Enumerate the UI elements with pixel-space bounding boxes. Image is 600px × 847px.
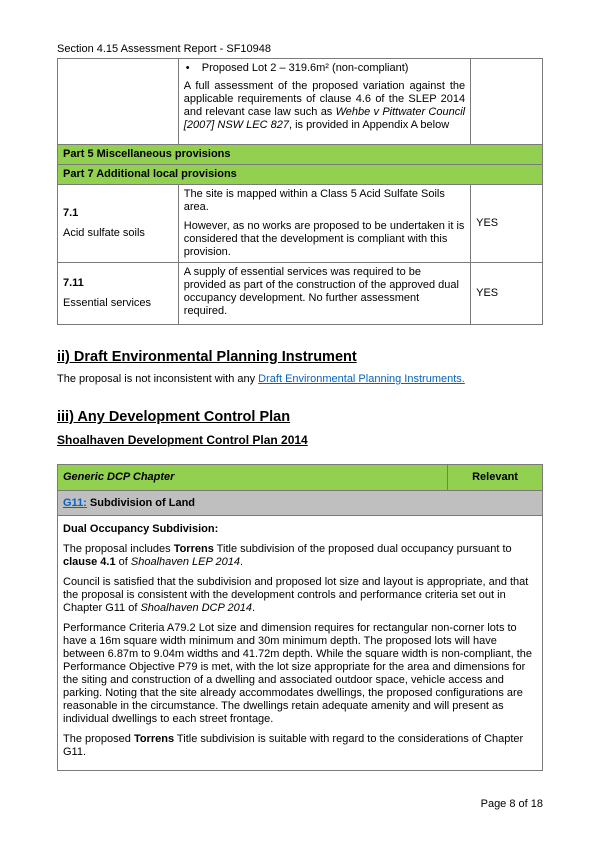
body-paragraph: Performance Criteria A79.2 Lot size and dimension requires for rectangular non-corner lots to have a 16m square width minimum and 30m minimum depth. The proposed lots will have between 6.87m to 9.04m widths and 41.72m depth. While the square width is non-compliant, the Performance Objective P79 is met, with the lot size appropriate for the area and dimensions for the siting and construction of a dwelling and associated outdoor space, vehicle access and parking. Noting that the site already accommodates dwellings, the proposed configurations are reasonable in the circumstance. The dwellings retain adequate amenity and will present as individual dwellings to each street frontage.	[63, 622, 532, 725]
result-cell: YES	[471, 263, 543, 325]
column-header-chapter: Generic DCP Chapter	[58, 465, 448, 491]
section-heading-draft-epi: ii) Draft Environmental Planning Instrument	[57, 349, 357, 365]
part-7-row: Part 7 Additional local provisions	[58, 165, 543, 185]
dcp-subheading: Shoalhaven Development Control Plan 2014	[57, 433, 308, 447]
page-header: Section 4.15 Assessment Report - SF10948	[57, 43, 272, 55]
body-paragraph: The proposal includes Torrens Title subdivision of the proposed dual occupancy pursuant to clause 4.1 of Shoalhaven LEP 2014.	[63, 543, 512, 568]
draft-epi-text: The proposal is not inconsistent with any Draft Environmental Planning Instruments.	[57, 373, 465, 385]
body-paragraph: The proposed Torrens Title subdivision is suitable with regard to the considerations of Chapter G11.	[63, 733, 524, 758]
dcp-table	[57, 464, 543, 771]
table-row	[58, 59, 543, 145]
chapter-g11-link[interactable]: G11:	[63, 496, 87, 509]
assessment-table	[57, 58, 543, 325]
chapter-body-row	[58, 516, 543, 771]
result-cell: YES	[471, 185, 543, 263]
bullet-icon: •	[185, 62, 190, 74]
dcp-header-row	[58, 465, 543, 491]
chapter-row: G11: Subdivision of Land	[58, 491, 543, 516]
part-5-row: Part 5 Miscellaneous provisions	[58, 145, 543, 165]
bullet-item: • Proposed Lot 2 – 319.6m² (non-compliant)	[185, 62, 409, 74]
table-row: 7.1 Acid sulfate soils The site is mapped within a Class 5 Acid Sulfate Soils area. However, as no works are proposed to be undertaken it is considered that the development is compliant with this provision. YES	[58, 185, 543, 263]
page-number: Page 8 of 18	[480, 798, 543, 810]
body-paragraph: Council is satisfied that the subdivision and proposed lot size and layout is appropriate, and that the proposal is consistent with the development controls and performance criteria set out in Chapter G11 of Shoalhaven DCP 2014.	[63, 576, 529, 614]
section-heading-dcp: iii) Any Development Control Plan	[57, 409, 291, 425]
column-header-relevant: Relevant	[448, 465, 543, 491]
table-row: 7.11 Essential services A supply of essential services was required to be provided as part of the construction of the approved dual occupancy development. No further assessment required. YES	[58, 263, 543, 325]
draft-epi-link[interactable]: Draft Environmental Planning Instruments.	[258, 373, 465, 385]
assessment-paragraph: A full assessment of the proposed variation against the applicable requirements of clause 4.6 of the SLEP 2014 and relevant case law such as Wehbe v Pittwater Council [2007] NSW LEC 827, is provided in Appendix A below	[183, 80, 466, 131]
body-heading: Dual Occupancy Subdivision:	[63, 523, 219, 535]
